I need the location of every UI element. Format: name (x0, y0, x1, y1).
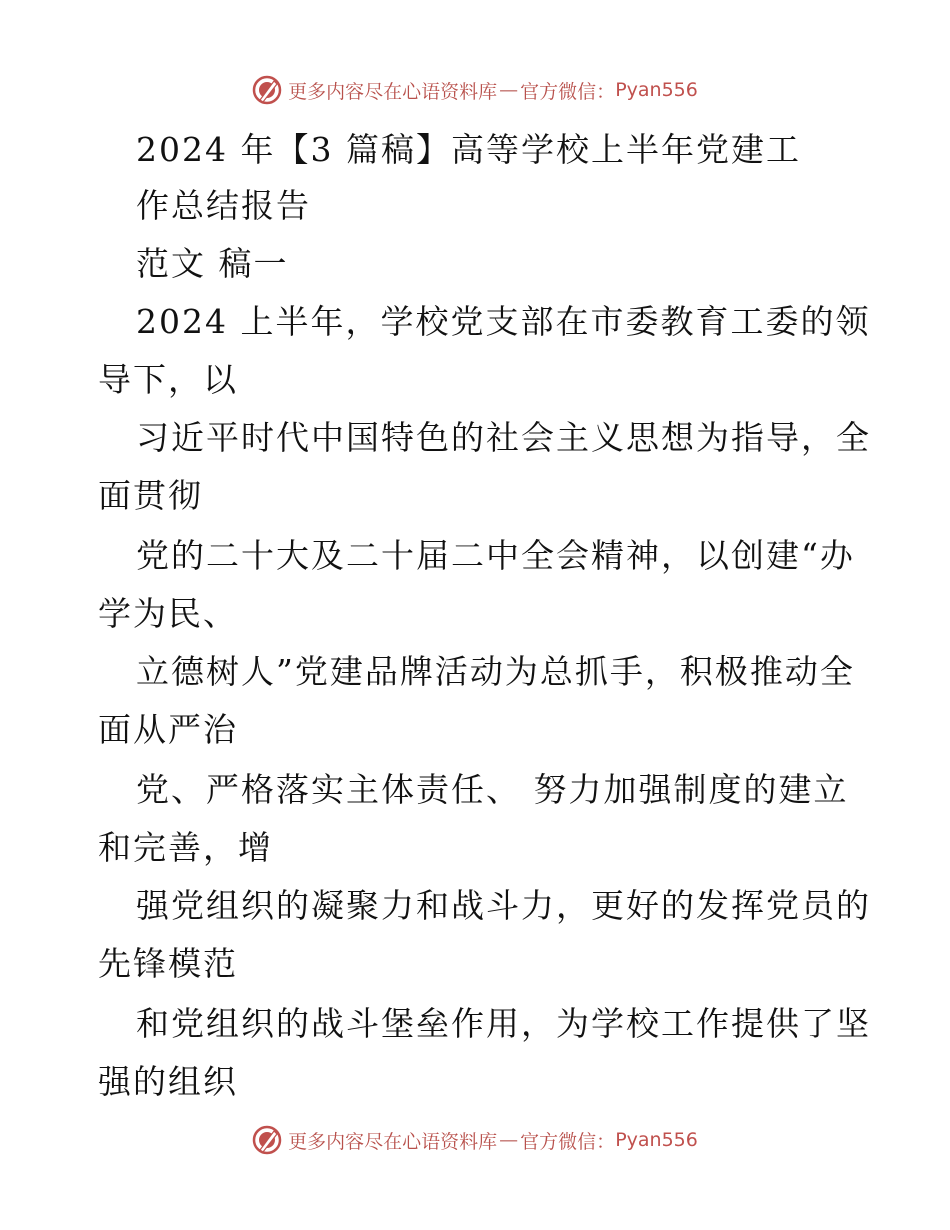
paragraph-line: 习近平时代中国特色的社会主义思想为指导，全 (136, 418, 871, 457)
watermark-suffix: 官方微信： (520, 80, 616, 103)
paragraph-line: 和完善，增 (98, 828, 273, 867)
watermark-separator: — (499, 1129, 519, 1151)
paragraph-line: 面从严治 (98, 710, 238, 749)
paragraph-line: 先锋模范 (98, 944, 238, 983)
paragraph-line: 和党组织的战斗堡垒作用，为学校工作提供了坚 (136, 1004, 871, 1043)
paragraph-line: 强党组织的凝聚力和战斗力，更好的发挥党员的 (136, 886, 871, 925)
watermark-text: 更多内容尽在心语资料库 (288, 1130, 498, 1153)
footer-watermark (0, 1120, 950, 1160)
watermark-id: Pyan556 (615, 1129, 698, 1151)
doc-title-line-1: 2024 年【3 篇稿】高等学校上半年党建工 (136, 130, 801, 169)
paragraph-line: 强的组织 (98, 1062, 238, 1101)
watermark-separator: — (499, 79, 519, 101)
paragraph-line: 导下，以 (98, 360, 238, 399)
paragraph-line: 党、严格落实主体责任、 努力加强制度的建立 (136, 770, 849, 809)
paragraph-line: 学为民、 (98, 594, 238, 633)
paragraph-line: 党的二十大及二十届二中全会精神，以创建“办 (136, 536, 855, 575)
doc-subtitle: 范文 稿一 (136, 244, 289, 283)
pen-logo-icon (252, 75, 282, 105)
pen-logo-icon (252, 1125, 282, 1155)
watermark-id: Pyan556 (615, 79, 698, 101)
doc-title-line-2: 作总结报告 (136, 186, 311, 225)
paragraph-line: 面贯彻 (98, 476, 203, 515)
header-watermark (0, 70, 950, 110)
paragraph-line: 2024 上半年，学校党支部在市委教育工委的领 (136, 302, 871, 341)
paragraph-line: 立德树人”党建品牌活动为总抓手，积极推动全 (136, 652, 855, 691)
watermark-text: 更多内容尽在心语资料库 (288, 80, 498, 103)
watermark-suffix: 官方微信： (520, 1130, 616, 1153)
